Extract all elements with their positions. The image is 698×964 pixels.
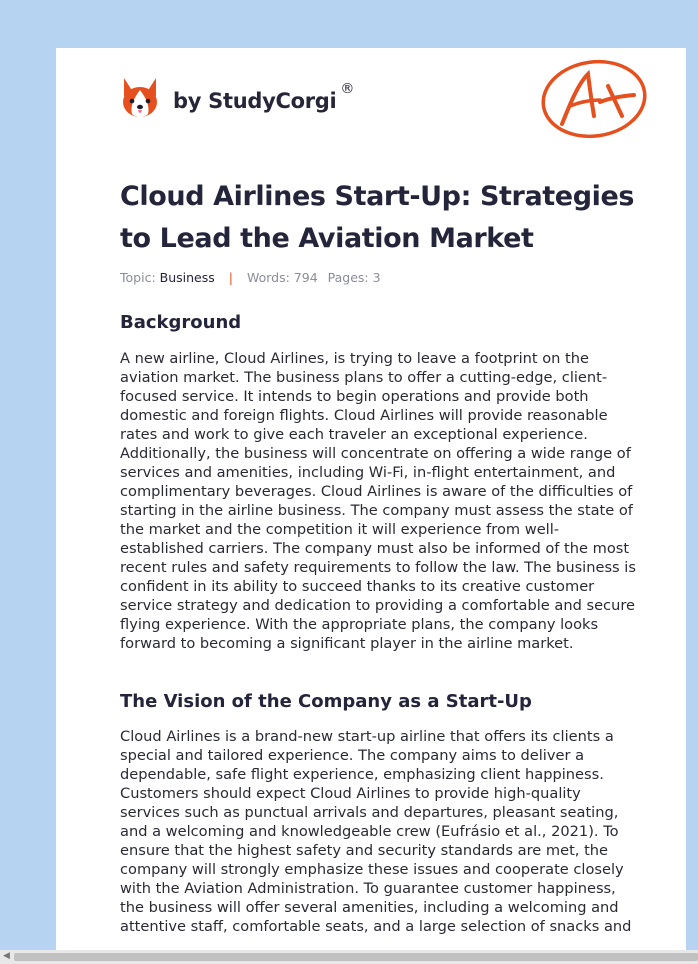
a-plus-grade-icon [538,58,648,140]
section-body-vision: Cloud Airlines is a brand-new start-up airline that offers its clients a special and tailored experience. The company aims to deliver a dependable, safe flight experience, emphasizing client happiness. Customers should expect Cloud Airlines to provide high-quality services such as punctual arrivals and departures, pleasant seating, and a welcoming and knowledgeable crew (Eufrásio et al., 2021). To ensure that the highest safety and security standards are met, the company will strongly emphasize these issues and cooperate closely with the Aviation Administration. To guarantee customer happiness, the business will offer several amenities, including a welcoming and attentive staff, comfortable seats, and a large selection of snacks and [120,728,632,935]
document-page [56,48,686,952]
section-heading-vision: The Vision of the Company as a Start-Up [120,691,532,712]
document-meta [120,270,381,285]
topic-link[interactable]: Business [159,270,215,285]
pages-label: Pages: [327,270,369,285]
words-count: 794 [293,270,318,285]
corgi-dog-icon [120,76,160,120]
scroll-left-icon[interactable]: ◀ [3,951,10,961]
section-body-background: A new airline, Cloud Airlines, is trying to leave a footprint on the aviation market. The business plans to offer a cutting-edge, client-focused service. It intends to begin operations and provide both domestic and foreign flights. Cloud Airlines will provide reasonable rates and work to give each traveler an exceptional experience. Additionally, the business will concentrate on offering a wide range of services and amenities, including Wi-Fi, in-flight entertainment, and complimentary beverages. Cloud Airlines is aware of the difficulties of starting in the airline business. The company must assess the state of the market and the competition it will experience from well-established carriers. The company must also be informed of the most recent rules and safety requirements to follow the law. The business is confident in its ability to succeed thanks to its creative customer service strategy and dedication to providing a comfortable and secure flying experience. With the appropriate plans, the company looks forward to becoming a significant player in the airline market. [120,350,636,652]
topic-label: Topic: [120,270,156,285]
document-title: Cloud Airlines Start-Up: Strategies to Lead the Aviation Market [120,181,635,254]
words-label: Words: [246,270,290,285]
meta-separator: | [228,270,233,285]
pages-count: 3 [372,270,381,285]
brand-header[interactable] [120,76,354,120]
horizontal-scrollbar[interactable] [0,950,698,964]
section-heading-background: Background [120,312,242,333]
brand-name: by StudyCorgi ® [173,81,355,113]
scrollbar-thumb[interactable] [14,953,698,961]
registered-mark: ® [340,81,355,97]
